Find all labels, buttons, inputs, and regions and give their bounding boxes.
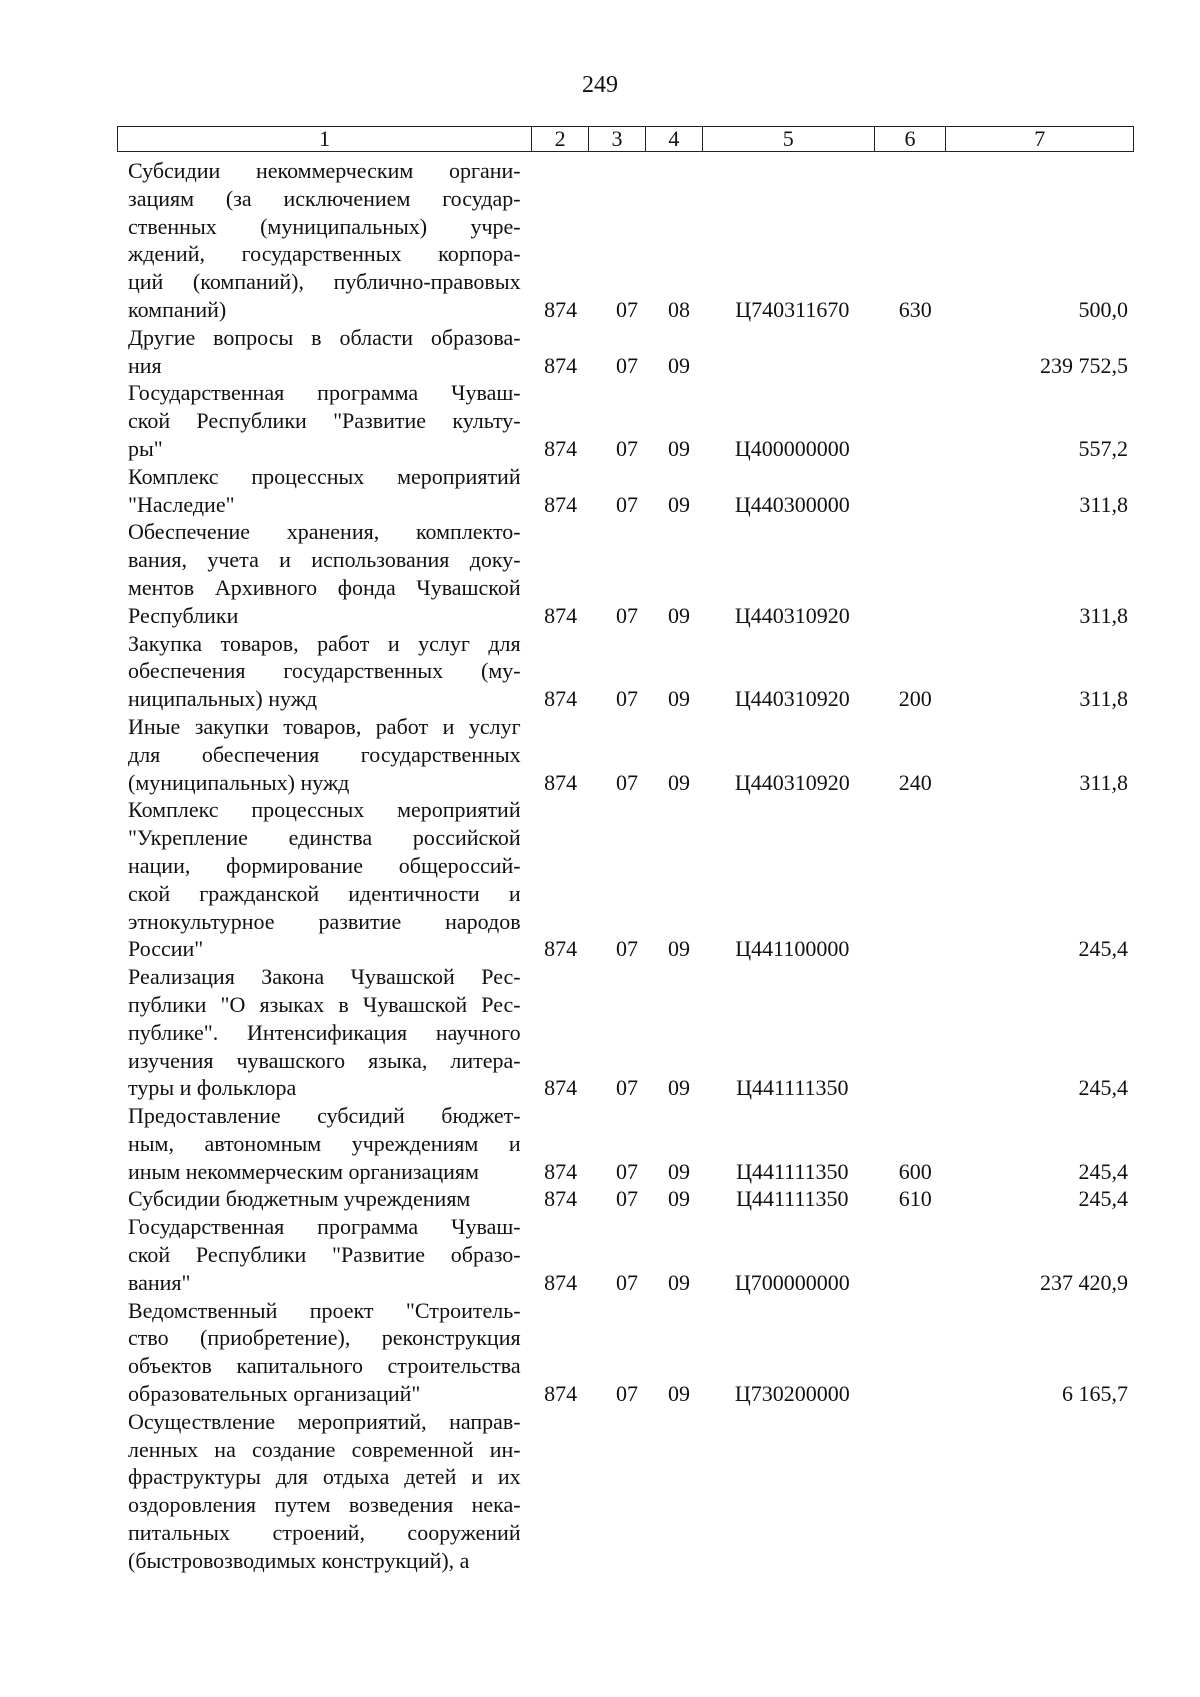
description-line: Предоставление субсидий бюджет- (128, 1103, 521, 1129)
header-col-5: 5 (703, 127, 875, 151)
description-line: Государственная программа Чуваш- (128, 380, 521, 406)
row-col-7: 245,4 (1078, 1075, 1129, 1101)
description-line: для обеспечения государственных (128, 741, 521, 767)
page-number: 249 (582, 72, 618, 98)
row-col-2: 874 (544, 1186, 578, 1212)
description-line: Государственная программа Чуваш- (128, 1214, 521, 1240)
description-line: ждений, государственных корпора- (128, 241, 521, 267)
table-row (128, 1408, 1128, 1575)
row-col-2: 874 (544, 1075, 578, 1101)
row-col-3: 07 (616, 352, 638, 378)
description-line: России" (128, 936, 204, 962)
row-col-3: 07 (616, 602, 638, 628)
table-row (128, 1213, 1128, 1296)
description-line: нации, формирование общероссий- (128, 852, 521, 878)
description-line: ство (приобретение), реконструкция (128, 1325, 521, 1351)
row-col-3: 07 (616, 936, 638, 962)
row-description (128, 796, 521, 963)
description-line: Обеспечение хранения, комплекто- (128, 519, 521, 545)
header-col-3: 3 (589, 127, 646, 151)
table-row (128, 157, 1128, 324)
description-line: Реализация Закона Чувашской Рес- (128, 964, 521, 990)
row-col-4: 09 (667, 1075, 690, 1101)
row-col-5: Ц440300000 (734, 491, 850, 517)
row-col-2: 874 (544, 435, 578, 461)
row-col-7: 311,8 (1079, 602, 1129, 628)
row-col-3: 07 (616, 686, 638, 712)
description-line: (муниципальных) нужд (128, 769, 350, 795)
row-col-7: 239 752,5 (1040, 352, 1129, 378)
row-col-2: 874 (544, 1269, 578, 1295)
row-col-5: Ц400000000 (734, 435, 850, 461)
row-description (128, 713, 521, 796)
row-col-7: 245,4 (1078, 1158, 1129, 1184)
description-line: Иные закупки товаров, работ и услуг (128, 713, 521, 739)
row-col-3: 07 (616, 491, 638, 517)
description-line: Закупка товаров, работ и услуг для (128, 630, 521, 656)
description-line: зациям (за исключением государ- (128, 185, 521, 211)
description-line: компаний) (128, 296, 227, 322)
table-row (128, 1185, 1128, 1213)
row-col-5: Ц700000000 (734, 1269, 850, 1295)
row-col-5: Ц740311670 (735, 296, 850, 322)
row-description (128, 157, 521, 324)
description-line: иным некоммерческим организациям (128, 1158, 479, 1184)
row-col-6: 630 (898, 296, 932, 322)
row-col-2: 874 (544, 769, 578, 795)
row-col-5: Ц441111350 (736, 1075, 849, 1101)
row-col-3: 07 (616, 1381, 638, 1407)
row-col-5: Ц440310920 (734, 769, 850, 795)
row-col-6: 600 (898, 1158, 932, 1184)
table-body (128, 157, 1128, 1575)
row-col-4: 09 (667, 936, 690, 962)
header-col-1: 1 (118, 127, 532, 151)
row-col-7: 500,0 (1078, 296, 1129, 322)
description-line: ры" (128, 435, 163, 461)
row-col-4: 09 (667, 686, 690, 712)
row-col-5: Ц440310920 (734, 686, 850, 712)
header-col-4: 4 (646, 127, 703, 151)
table-row (128, 713, 1128, 796)
row-col-3: 07 (616, 1075, 638, 1101)
table-row (128, 963, 1128, 1102)
row-col-7: 311,8 (1079, 491, 1129, 517)
row-description (128, 379, 521, 462)
description-line: Ведомственный проект "Строитель- (128, 1297, 521, 1323)
table-row (128, 463, 1128, 519)
row-col-4: 08 (667, 296, 690, 322)
description-line: ской Республики "Развитие культу- (128, 408, 521, 434)
row-description (128, 1408, 521, 1575)
description-line: ленных на создание современной ин- (128, 1436, 521, 1462)
description-line: ской гражданской идентичности и (128, 880, 521, 906)
row-col-7: 245,4 (1078, 1186, 1129, 1212)
row-col-4: 09 (667, 491, 690, 517)
description-line: объектов капитального строительства (128, 1353, 521, 1379)
row-col-6: 200 (898, 686, 932, 712)
description-line: вания, учета и использования доку- (128, 547, 521, 573)
header-col-7: 7 (1034, 126, 1046, 151)
description-line: изучения чувашского языка, литера- (128, 1047, 521, 1073)
row-description (128, 963, 521, 1102)
row-col-4: 09 (667, 769, 690, 795)
description-line: ния (128, 352, 162, 378)
table-row (128, 630, 1128, 713)
description-line: фраструктуры для отдыха детей и их (128, 1464, 521, 1490)
row-col-3: 07 (616, 769, 638, 795)
description-line: ментов Архивного фонда Чувашской (128, 574, 521, 600)
row-description (128, 1102, 521, 1185)
header-col-2: 2 (532, 127, 589, 151)
row-col-4: 09 (667, 435, 690, 461)
description-line: ниципальных) нужд (128, 686, 318, 712)
table-row (128, 1102, 1128, 1185)
description-line: "Наследие" (128, 491, 235, 517)
row-col-4: 09 (667, 1269, 690, 1295)
table-header (117, 126, 1134, 152)
table-row (128, 324, 1128, 380)
row-col-4: 09 (667, 1186, 690, 1212)
row-col-7: 311,8 (1079, 769, 1129, 795)
row-col-3: 07 (616, 1158, 638, 1184)
row-col-5: Ц441100000 (735, 936, 850, 962)
row-col-3: 07 (616, 1186, 638, 1212)
row-col-4: 09 (667, 602, 690, 628)
description-line: публики "О языках в Чувашской Рес- (128, 991, 521, 1017)
row-col-5: Ц441111350 (736, 1186, 849, 1212)
row-col-7: 237 420,9 (1040, 1269, 1129, 1295)
row-col-4: 09 (667, 352, 690, 378)
description-line: ций (компаний), публично-правовых (128, 269, 521, 295)
row-col-2: 874 (544, 1158, 578, 1184)
row-col-2: 874 (544, 602, 578, 628)
description-line: образовательных организаций" (128, 1381, 421, 1407)
description-line: туры и фольклора (128, 1075, 297, 1101)
row-description (128, 1297, 521, 1408)
row-description (128, 1185, 521, 1213)
description-line: Комплекс процессных мероприятий (128, 797, 521, 823)
description-line: Осуществление мероприятий, направ- (128, 1408, 521, 1434)
row-col-5: Ц440310920 (734, 602, 850, 628)
description-line: вания" (128, 1269, 191, 1295)
description-line: ственных (муниципальных) учре- (128, 213, 521, 239)
description-line: Другие вопросы в области образова- (128, 324, 521, 350)
row-col-2: 874 (544, 936, 578, 962)
row-description (128, 1213, 521, 1296)
description-line: Субсидии некоммерческим органи- (128, 158, 521, 183)
description-line: ской Республики "Развитие образо- (128, 1242, 521, 1268)
row-description (128, 463, 521, 519)
row-col-7: 6 165,7 (1062, 1381, 1129, 1407)
description-line: ным, автономным учреждениям и (128, 1130, 521, 1156)
description-line: Комплекс процессных мероприятий (128, 463, 521, 489)
row-col-2: 874 (544, 686, 578, 712)
row-col-7: 557,2 (1078, 435, 1129, 461)
row-col-5: Ц730200000 (734, 1381, 850, 1407)
table-row (128, 518, 1128, 629)
header-col-6: 6 (875, 127, 947, 151)
row-col-6: 610 (898, 1186, 932, 1212)
row-col-6: 240 (898, 769, 932, 795)
table-row (128, 796, 1128, 963)
row-col-2: 874 (544, 296, 578, 322)
row-col-3: 07 (616, 296, 638, 322)
row-col-5: Ц441111350 (736, 1158, 849, 1184)
row-col-3: 07 (616, 435, 638, 461)
description-line: публике". Интенсификация научного (128, 1019, 521, 1045)
row-col-3: 07 (616, 1269, 638, 1295)
description-line: обеспечения государственных (му- (128, 658, 521, 684)
row-description (128, 518, 521, 629)
description-line: этнокультурное развитие народов (128, 908, 521, 934)
row-col-7: 245,4 (1078, 936, 1129, 962)
row-description (128, 630, 521, 713)
row-col-4: 09 (667, 1381, 690, 1407)
row-col-2: 874 (544, 352, 578, 378)
row-col-4: 09 (667, 1158, 690, 1184)
description-line: питальных строений, сооружений (128, 1520, 521, 1546)
row-col-7: 311,8 (1079, 686, 1129, 712)
table-row (128, 1297, 1128, 1408)
description-line: (быстровозводимых конструкций), а (128, 1547, 470, 1573)
description-line: оздоровления путем возведения нека- (128, 1492, 521, 1518)
row-col-2: 874 (544, 491, 578, 517)
description-line: Субсидии бюджетным учреждениям (128, 1186, 471, 1212)
row-col-2: 874 (544, 1381, 578, 1407)
row-description (128, 324, 521, 380)
description-line: "Укрепление единства российской (128, 825, 521, 851)
description-line: Республики (128, 602, 239, 628)
table-row (128, 379, 1128, 462)
